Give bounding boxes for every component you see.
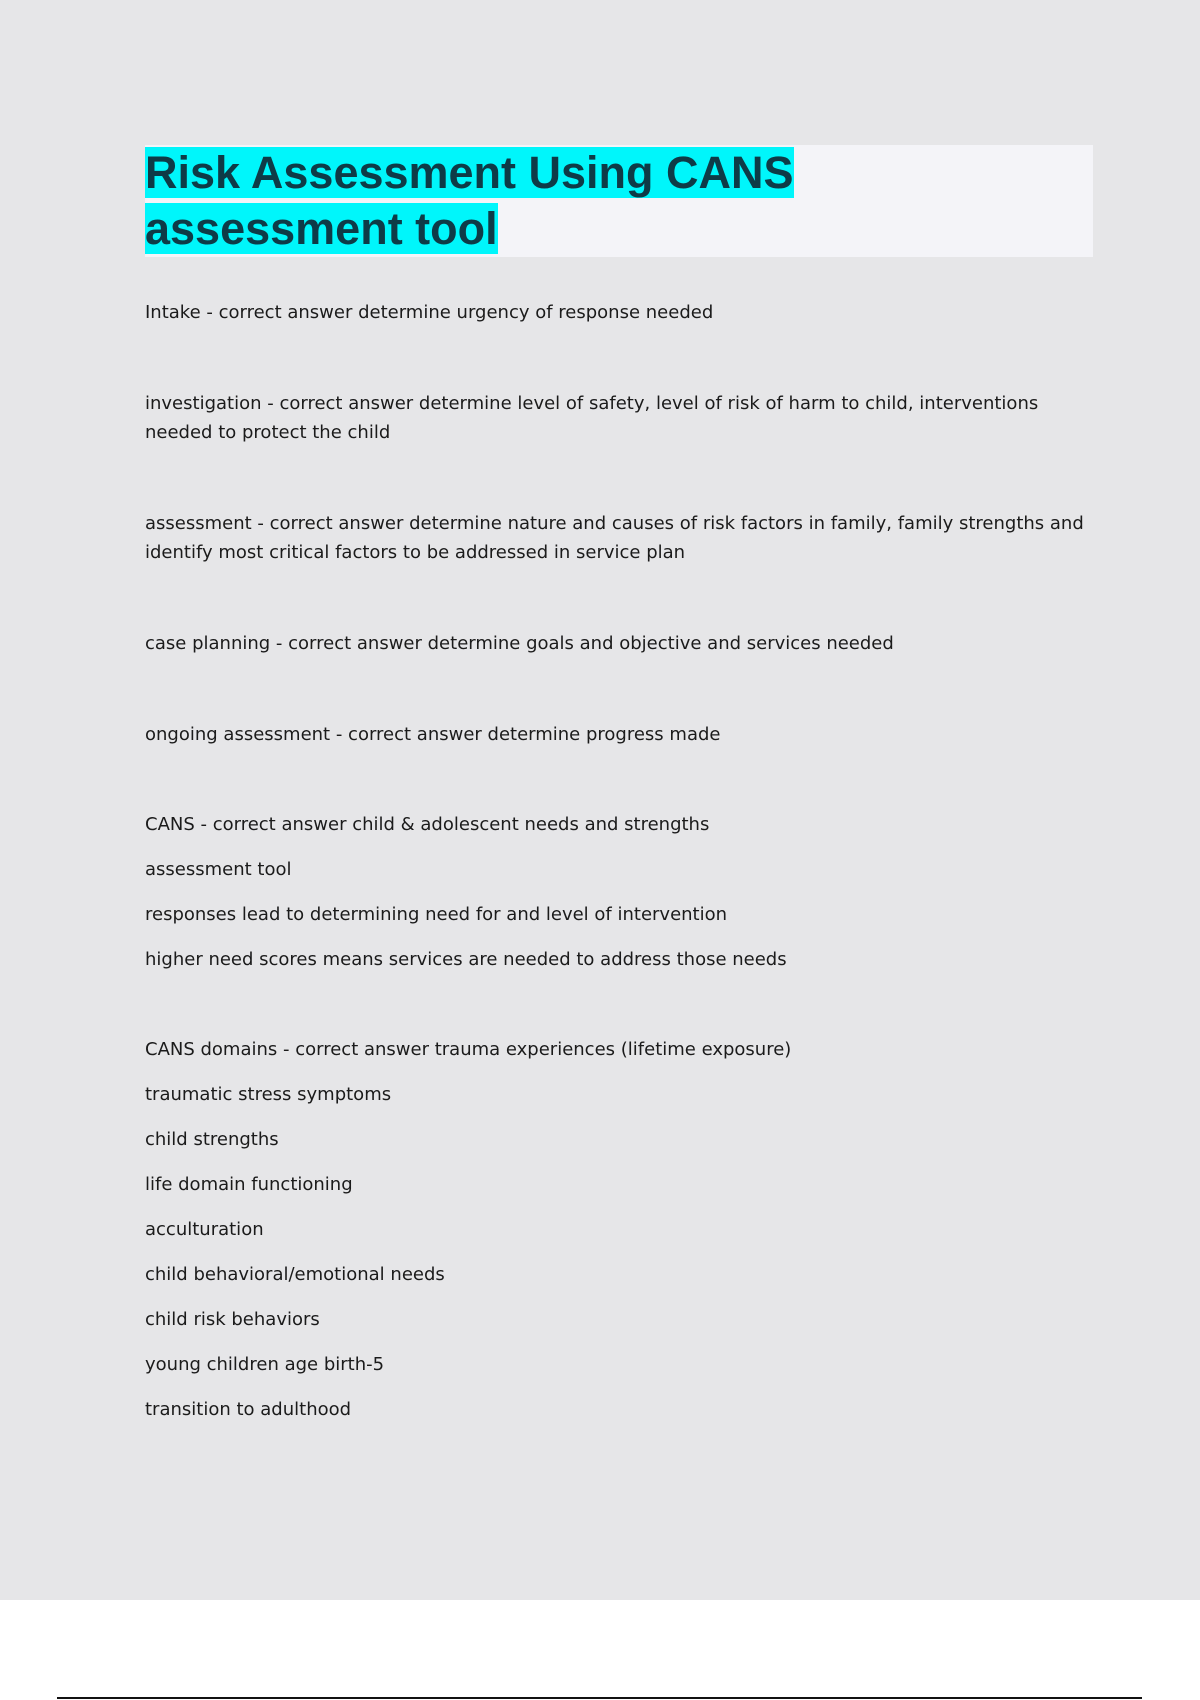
document-title — [145, 145, 865, 257]
entry-line: CANS domains - correct answer trauma experiences (lifetime exposure) — [145, 1039, 792, 1060]
qa-entry-assessment — [145, 509, 1085, 567]
entry-line: CANS - correct answer child & adolescent needs and strengths — [145, 814, 710, 835]
qa-entry-case-planning — [145, 629, 1085, 658]
title-line-2: assessment tool — [145, 203, 498, 254]
entry-line: transition to adulthood — [145, 1399, 352, 1420]
entry-line: life domain functioning — [145, 1174, 353, 1195]
qa-entry-cans — [145, 811, 1085, 974]
entry-text: investigation - correct answer determine level of safety, level of risk of harm to child, interventions needed to protect the child — [145, 393, 1039, 443]
entry-text: ongoing assessment - correct answer determine progress made — [145, 724, 721, 745]
page-divider — [57, 1697, 1142, 1699]
entry-line: child risk behaviors — [145, 1309, 320, 1330]
title-line-1: Risk Assessment Using CANS — [145, 147, 794, 198]
entry-line: child strengths — [145, 1129, 279, 1150]
entry-line: young children age birth-5 — [145, 1354, 385, 1375]
qa-entry-ongoing-assessment — [145, 720, 1085, 749]
document-body — [145, 298, 1085, 1424]
qa-entry-investigation — [145, 389, 1085, 447]
entry-text: Intake - correct answer determine urgency of response needed — [145, 302, 714, 323]
entry-text: case planning - correct answer determine goals and objective and services needed — [145, 633, 894, 654]
entry-line: higher need scores means services are needed to address those needs — [145, 949, 787, 970]
qa-entry-cans-domains — [145, 1036, 1085, 1424]
entry-line: assessment tool — [145, 859, 292, 880]
entry-line: child behavioral/emotional needs — [145, 1264, 445, 1285]
qa-entry-intake — [145, 298, 1085, 327]
title-block — [145, 145, 1093, 257]
entry-text: assessment - correct answer determine nature and causes of risk factors in family, family strengths and identify most critical factors to be addressed in service plan — [145, 513, 1084, 563]
entry-line: traumatic stress symptoms — [145, 1084, 392, 1105]
entry-line: responses lead to determining need for and level of intervention — [145, 904, 728, 925]
entry-line: acculturation — [145, 1219, 264, 1240]
